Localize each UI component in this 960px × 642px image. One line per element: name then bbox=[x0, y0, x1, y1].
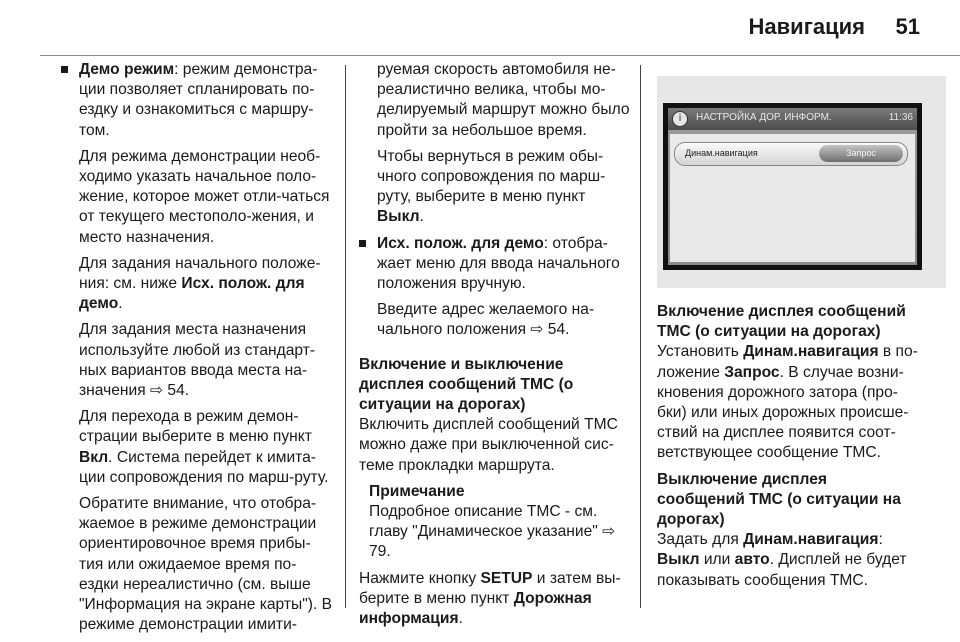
start-position-term: Исх. полож. для демо bbox=[377, 234, 544, 252]
page-header bbox=[0, 0, 960, 55]
text: . Система перейдет к имита-ции сопровождения по марш-руту. bbox=[79, 448, 329, 486]
text: Задать для bbox=[657, 531, 744, 549]
screen-title-bar bbox=[668, 108, 917, 130]
text: . bbox=[458, 610, 463, 628]
dynamic-navigation-option: Динам.навигация bbox=[743, 531, 879, 549]
off-option: Выкл bbox=[377, 208, 420, 226]
column-divider bbox=[345, 65, 346, 608]
text: . bbox=[419, 208, 424, 226]
off-option: Выкл bbox=[657, 551, 700, 569]
request-option: Запрос bbox=[724, 363, 780, 381]
traffic-info-option: Дорожная информация bbox=[359, 589, 592, 628]
section-heading: Включение и выключение дисплея сообщений TMC (о ситуации на дорогах) bbox=[359, 355, 574, 414]
dynamic-navigation-value[interactable]: Запрос bbox=[819, 145, 903, 162]
page-title: Навигация bbox=[748, 14, 865, 39]
start-position-item bbox=[359, 234, 631, 295]
screen-clock: 11:36 bbox=[888, 112, 913, 123]
setup-button-label: SETUP bbox=[480, 569, 533, 587]
start-position-link: Исх. полож. для демо bbox=[79, 275, 305, 313]
paragraph bbox=[61, 320, 333, 401]
paragraph bbox=[657, 342, 919, 463]
page-reference: ⇨ 54. bbox=[150, 382, 190, 400]
text: Для задания начального положе-ния: см. ниже bbox=[79, 254, 321, 293]
text: . bbox=[118, 295, 123, 313]
section-heading: Включение дисплея сообщений TMC (о ситуации на дорогах) bbox=[657, 303, 906, 341]
column-3 bbox=[657, 302, 919, 591]
text: Чтобы вернуться в режим обы-чного сопровождения по марш-руту, выберите в меню пункт bbox=[377, 147, 606, 206]
paragraph bbox=[61, 254, 333, 315]
column-divider bbox=[640, 65, 641, 608]
column-2 bbox=[359, 60, 631, 629]
start-position-desc: : отобра-жает меню для ввода начального положения вручную. bbox=[377, 234, 620, 293]
text: Для перехода в режим демон-страции выберите в меню пункт bbox=[79, 408, 312, 446]
settings-panel bbox=[670, 134, 915, 262]
dynamic-navigation-option: Динам.навигация bbox=[743, 343, 879, 361]
text: . Дисплей не будет показывать сообщения TMC. bbox=[657, 551, 907, 589]
section-heading: Выключение дисплея сообщений TMC (о ситуации на дорогах) bbox=[657, 470, 901, 529]
paragraph: руемая скорость автомобиля не-реалистично велика, чтобы мо-делируемый маршрут можно было пройти за небольшое время. bbox=[377, 61, 630, 139]
paragraph: Включить дисплей сообщений TMC можно даже при выключенной сис-теме прокладки маршрута. bbox=[359, 416, 618, 474]
text: Нажмите кнопку bbox=[359, 569, 481, 587]
note-text: Подробное описание TMC - см. главу "Динамическое указание" ⇨ 79. bbox=[369, 503, 616, 561]
display-screen bbox=[663, 103, 922, 270]
paragraph: Введите адрес желаемого на-чального положения ⇨ 54. bbox=[377, 301, 595, 339]
header-rule bbox=[40, 55, 960, 56]
text: : bbox=[878, 531, 883, 549]
info-icon: i bbox=[672, 111, 688, 127]
dynamic-navigation-row[interactable] bbox=[674, 142, 908, 166]
note-title: Примечание bbox=[369, 482, 465, 500]
paragraph bbox=[61, 407, 333, 488]
paragraph bbox=[359, 569, 631, 630]
note-block bbox=[359, 482, 631, 563]
screen-title: НАСТРОЙКА ДОР. ИНФОРМ. bbox=[696, 112, 832, 123]
text: в по-ложение bbox=[657, 343, 918, 381]
on-option: Вкл bbox=[79, 448, 109, 466]
bullet-icon bbox=[359, 240, 366, 247]
text: Для задания места назначения используйте любой из стандарт-ных вариантов ввода места на-значения bbox=[79, 321, 316, 400]
text: или bbox=[699, 551, 735, 569]
auto-option: авто bbox=[734, 551, 770, 569]
demo-mode-item bbox=[61, 60, 333, 141]
demo-mode-desc: : режим демонстра-ции позволяет спланировать по-ездку и ознакомиться с маршру-том. bbox=[79, 61, 318, 139]
paragraph: Для режима демонстрации необ-ходимо указать начальное поло-жение, которое может отли-чаться от текущего местополо-жения, и место назначения. bbox=[79, 147, 330, 246]
text: и затем вы-берите в меню пункт bbox=[359, 569, 621, 607]
page-number: 51 bbox=[895, 14, 920, 39]
demo-mode-term: Демо режим bbox=[79, 61, 175, 78]
text: Установить bbox=[657, 343, 744, 361]
paragraph bbox=[359, 147, 631, 228]
paragraph bbox=[657, 530, 919, 591]
column-1 bbox=[61, 60, 333, 635]
paragraph: Обратите внимание, что отобра-жаемое в режиме демонстрации ориентировочное время прибы-тия или ожидаемое время по-ездки нереалистично (см. выше "Информация на экране карты"). В режиме демонстрации имити- bbox=[79, 495, 333, 634]
text: . В случае возни-кновения дорожного затора (про-бки) или иных дорожных происше-ствий на дисплее появится соот-ветствующее сообщение TMC. bbox=[657, 363, 909, 462]
dynamic-navigation-label: Динам.навигация bbox=[685, 148, 758, 158]
bullet-icon bbox=[61, 66, 68, 73]
